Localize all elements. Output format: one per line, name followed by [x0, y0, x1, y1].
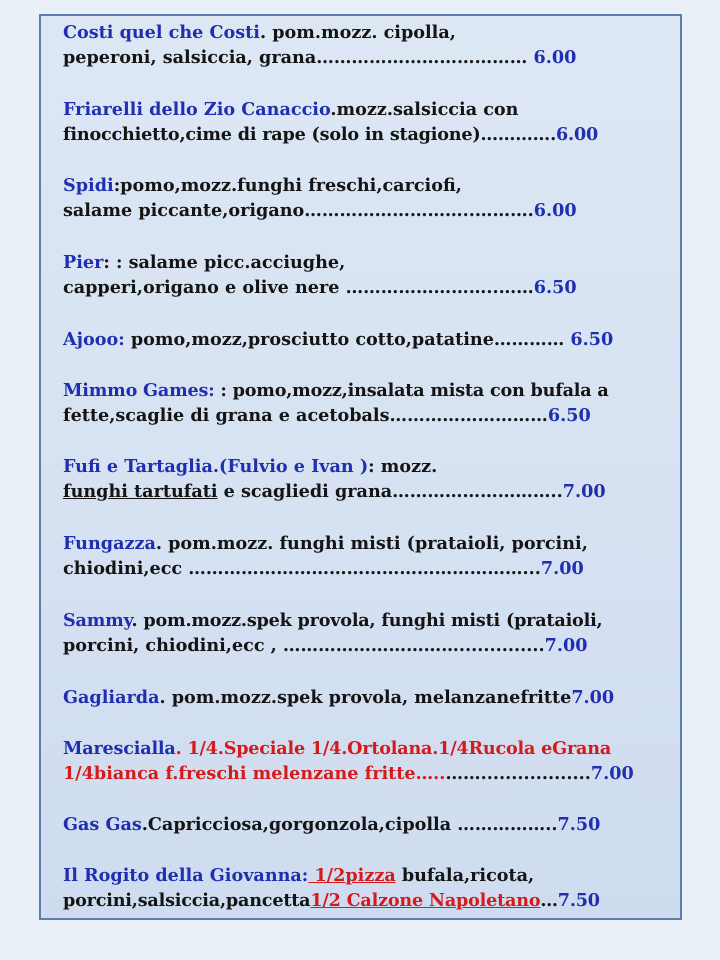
menu-item-description: . pom.mozz.spek provola, melanzanefritte — [159, 686, 572, 708]
menu-item-price: 7.50 — [557, 890, 600, 912]
menu-item-price: 6.50 — [533, 277, 577, 299]
menu-item-description: chiodini,ecc …………………………………………………... — [63, 558, 541, 580]
menu-item-line-2 — [63, 275, 679, 300]
menu-item-description: pomo,mozz,prosciutto cotto,patatine………… — [124, 328, 571, 350]
menu-item-description: peperoni, salsiccia, grana……………………………… — [63, 47, 534, 68]
menu-item-description: : mozz. — [368, 456, 438, 478]
menu-item-line-1 — [63, 97, 679, 122]
menu-item-highlight: funghi tartufati — [63, 481, 218, 503]
menu-item-line-2 — [63, 556, 679, 581]
menu-item-line-1 — [63, 173, 679, 198]
menu-item-name: Gagliarda — [63, 686, 160, 708]
menu-item-name: Friarelli dello Zio Canaccio — [63, 98, 331, 120]
menu-item-name: Mimmo Games: — [63, 379, 221, 401]
menu-item — [63, 531, 679, 608]
menu-item-name: Costi quel che Costi — [63, 22, 260, 43]
menu-item-highlight: . 1/4.Speciale 1/4.Ortolana.1/4Rucola eGrana — [175, 737, 612, 759]
menu-item-description: bufala,ricota, — [395, 865, 535, 887]
menu-item-name: Spidi — [63, 175, 114, 197]
menu-item-description: . pom.mozz.spek provola, funghi misti (prataioli, — [131, 609, 603, 631]
menu-item-price: 7.00 — [544, 634, 588, 656]
menu-item-line-1 — [63, 20, 679, 45]
menu-item-name: Gas Gas — [63, 814, 142, 836]
menu-item — [63, 173, 679, 250]
menu-item-description: capperi,origano e olive nere ……………………..…… — [63, 277, 534, 299]
menu-item-line-2 — [63, 403, 679, 428]
menu-item-price: 6.50 — [547, 404, 591, 426]
menu-item-price: 7.00 — [562, 481, 606, 503]
menu-item-line-2 — [63, 761, 679, 786]
menu-item-price: 7.50 — [557, 814, 601, 836]
menu-item-description: …….................. — [445, 762, 591, 784]
menu-item — [63, 454, 679, 531]
menu-item-line-2 — [63, 198, 679, 223]
menu-item-description: : : salame picc.acciughe, — [103, 252, 346, 274]
menu-item-price: 6.00 — [533, 47, 577, 68]
menu-item-line-1 — [63, 685, 679, 710]
menu-item-description: .Capricciosa,gorgonzola,cipolla …………….. — [141, 814, 558, 836]
menu-item-line-1 — [63, 863, 679, 888]
menu-item-description: porcini, chiodini,ecc , ………………………….............. — [63, 634, 545, 656]
menu-item-description: salame piccante,origano………………………..………. — [63, 200, 534, 222]
menu-item-price: 7.00 — [590, 762, 634, 784]
menu-item-description: . pom.mozz. cipolla, — [259, 22, 456, 43]
menu-item-price: 6.00 — [556, 123, 599, 145]
menu-item-line-2 — [63, 479, 679, 504]
menu-item-description: . pom.mozz. funghi misti (prataioli, porcini, — [155, 533, 588, 555]
menu-item — [63, 250, 679, 327]
menu-item-description: porcini,salsiccia,pancetta — [63, 890, 311, 912]
menu-item-line-1 — [63, 531, 679, 556]
menu-item-description: e scagliedi grana……………………….. — [217, 481, 563, 503]
menu-item-name: Marescialla — [63, 737, 176, 759]
menu-item-description: :pomo,mozz.funghi freschi,carciofi, — [113, 175, 462, 197]
menu-item-line-2 — [63, 888, 679, 913]
menu-item-line-1 — [63, 327, 679, 352]
menu-item-description: finocchietto,cime di rape (solo in stagione)…………. — [63, 123, 556, 145]
menu-item-highlight: 1/2pizza — [308, 865, 396, 887]
menu-item-price: 7.00 — [571, 686, 615, 708]
menu-item-line-1 — [63, 250, 679, 275]
menu-item — [63, 97, 679, 174]
menu-item — [63, 812, 679, 863]
menu-item — [63, 608, 679, 685]
menu-item — [63, 327, 679, 378]
menu-item-description: .mozz.salsiccia con — [330, 98, 519, 120]
menu-item — [63, 736, 679, 813]
menu-item-highlight: 1/4bianca f.freschi melenzane fritte….. — [63, 762, 446, 784]
menu-item-line-2 — [63, 45, 679, 70]
menu-item-name: Sammy — [63, 609, 132, 631]
menu-item-description: fette,scaglie di grana e acetobals……………………… — [63, 404, 548, 426]
menu-item-description: … — [540, 890, 558, 912]
menu-item — [63, 378, 679, 455]
menu-item-name: Fungazza — [63, 533, 156, 555]
menu-item — [63, 863, 679, 940]
menu-item-line-1 — [63, 454, 679, 479]
menu-item — [63, 685, 679, 736]
menu-item-line-1 — [63, 378, 679, 403]
menu-list — [63, 20, 679, 940]
menu-item — [63, 20, 679, 97]
menu-item-line-2 — [63, 122, 679, 147]
menu-item-name: Il Rogito della Giovanna: — [63, 865, 309, 887]
menu-item-name: Pier — [63, 252, 104, 274]
menu-item-line-1 — [63, 736, 679, 761]
menu-item-line-2 — [63, 633, 679, 658]
menu-item-line-1 — [63, 608, 679, 633]
menu-item-price: 6.50 — [570, 328, 614, 350]
menu-item-line-1 — [63, 812, 679, 837]
menu-item-name: Fufi e Tartaglia.(Fulvio e Ivan ) — [63, 456, 369, 478]
menu-item-highlight: 1/2 Calzone Napoletano — [310, 890, 541, 912]
menu-item-price: 6.00 — [533, 200, 577, 222]
menu-card — [39, 14, 682, 920]
menu-item-price: 7.00 — [540, 558, 584, 580]
menu-item-name: Ajooo: — [63, 328, 125, 350]
menu-item-description: : pomo,mozz,insalata mista con bufala a — [220, 379, 609, 401]
